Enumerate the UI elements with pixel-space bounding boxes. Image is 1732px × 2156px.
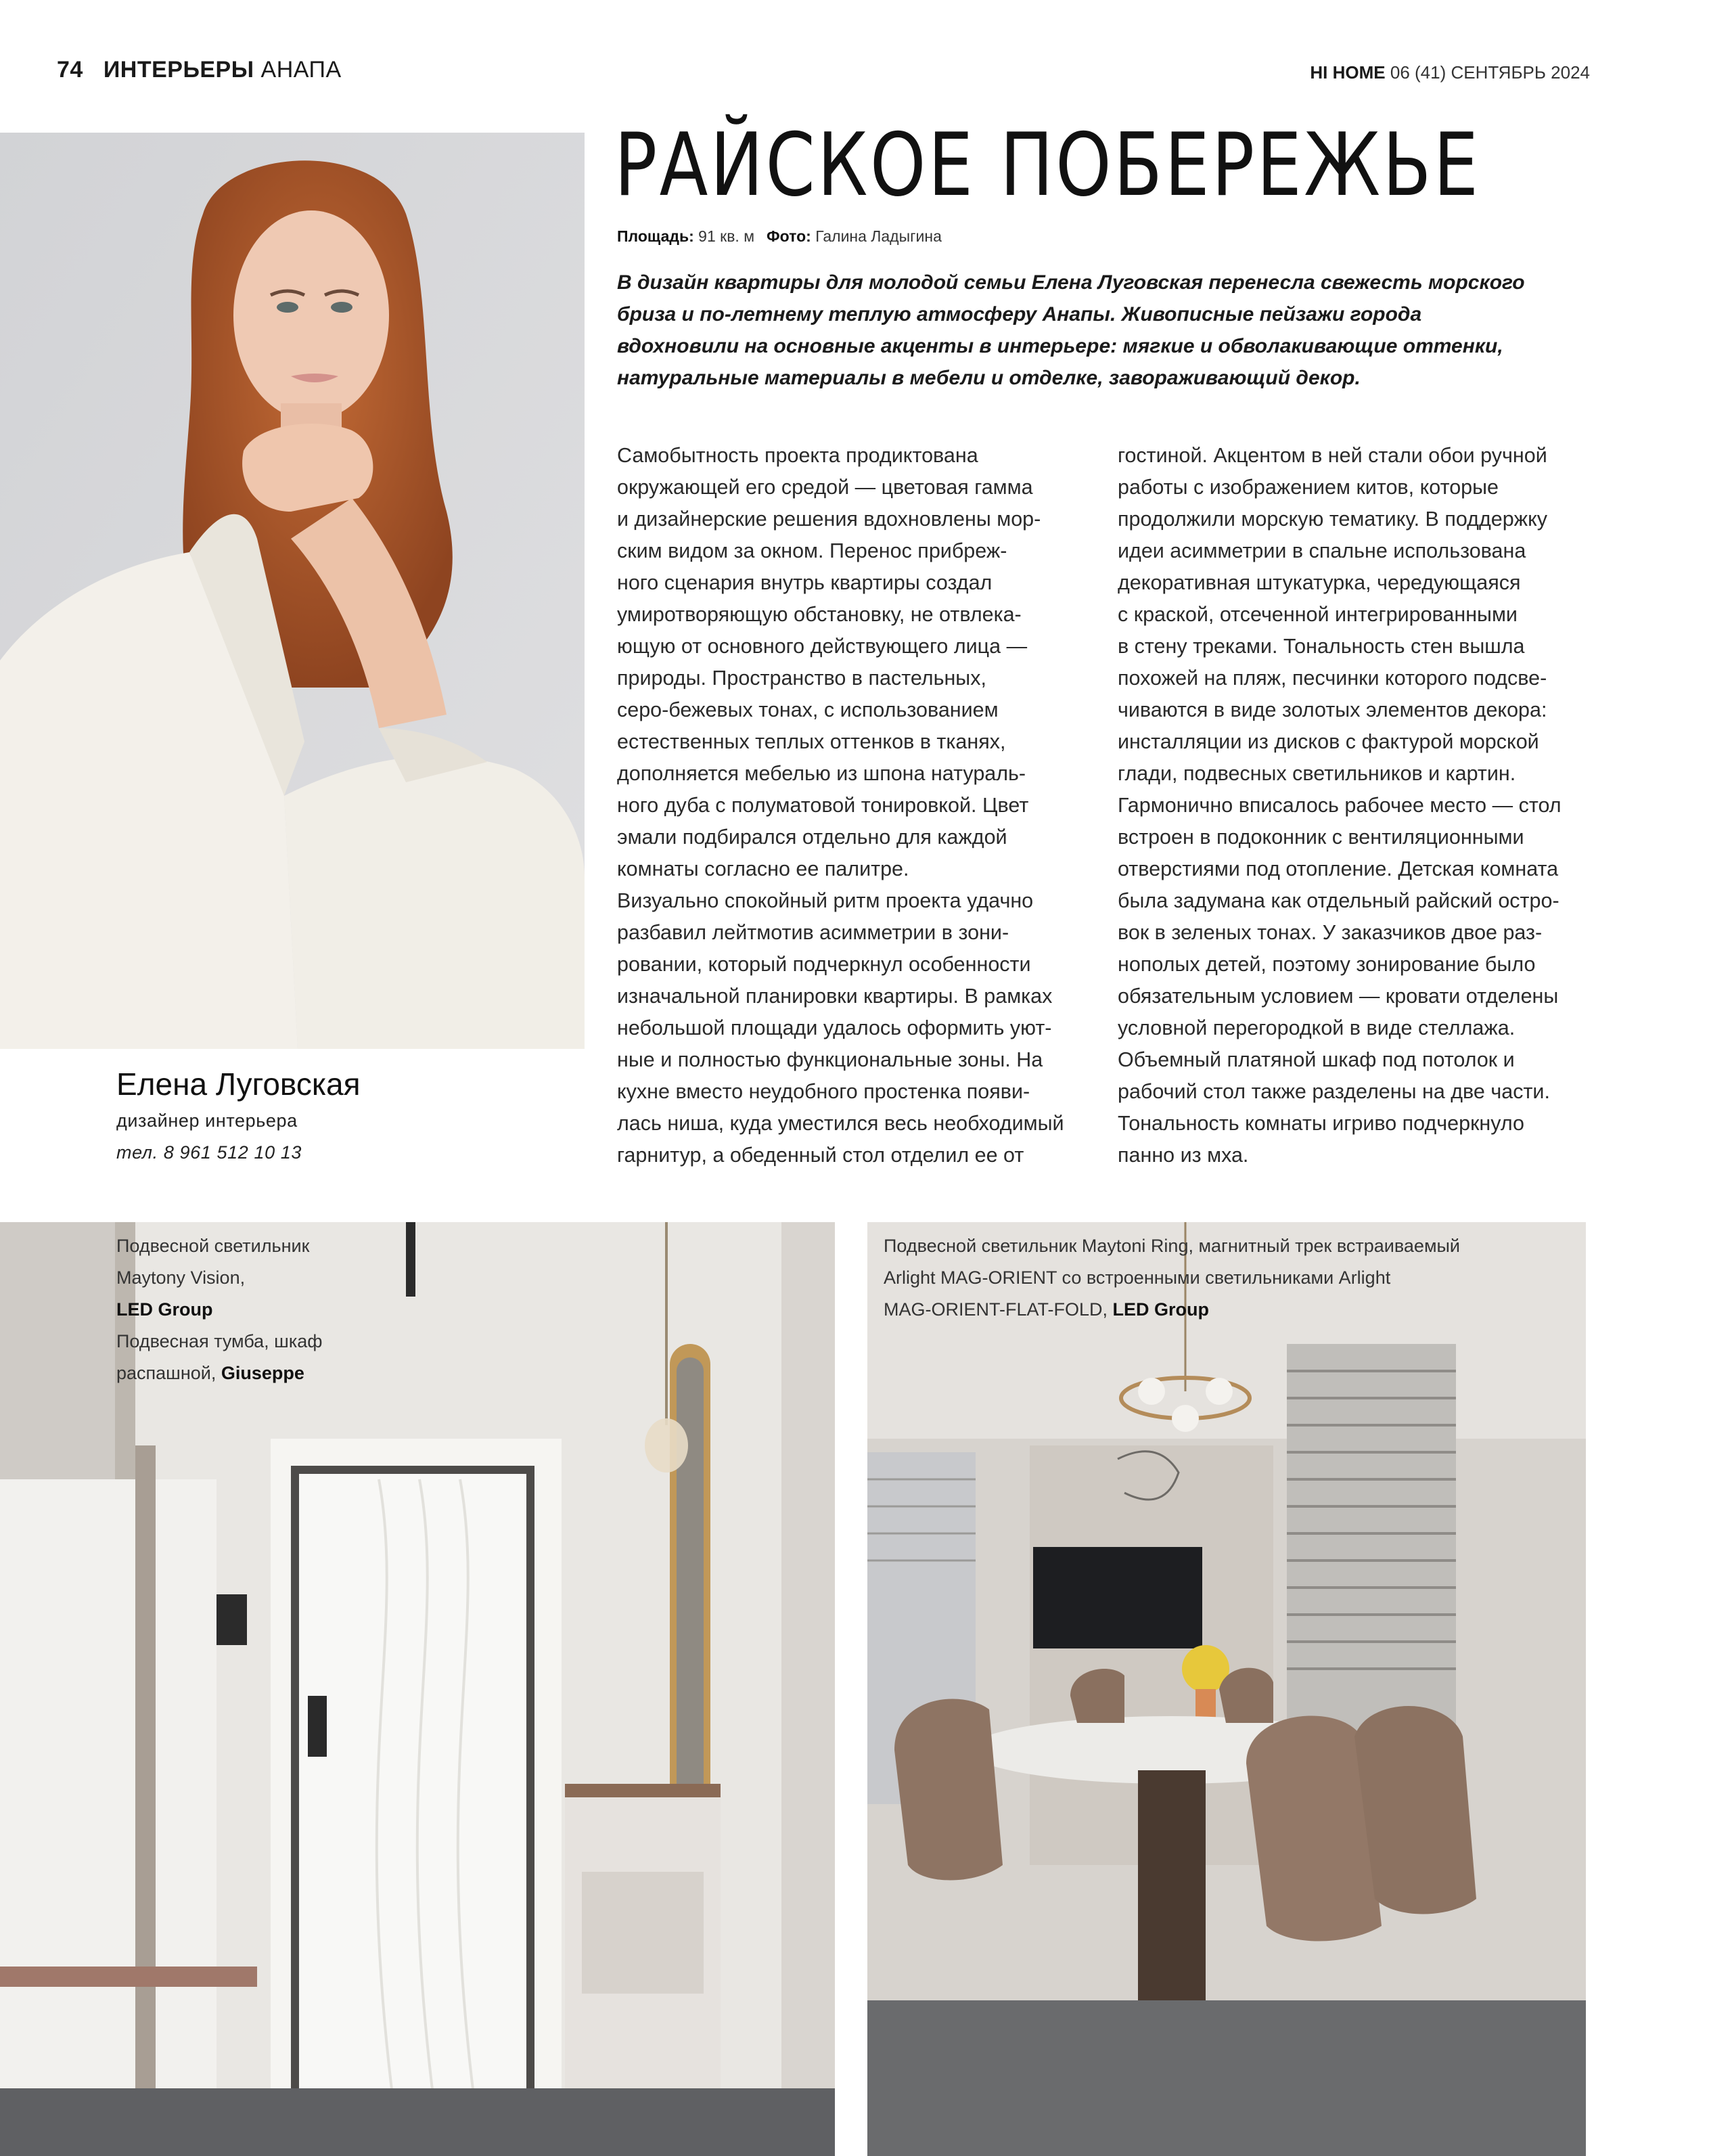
caption-line: MAG-ORIENT-FLAT-FOLD, <box>884 1299 1108 1320</box>
article-lead: В дизайн квартиры для молодой семьи Елена Луговская перенесла свежесть морского бриза и по-летнему теплую атмосферу Анапы. Живописные пейзажи города вдохновили на основные акценты в интерьере: мягкие и обволакивающие оттенки, натуральные материалы в мебели и отделке, завораживающий декор. <box>617 271 1525 389</box>
designer-phone: тел. 8 961 512 10 13 <box>116 1142 302 1163</box>
caption-brand: Giuseppe <box>221 1363 304 1383</box>
dining-room-photo <box>867 1222 1586 2156</box>
running-header-right <box>1310 62 1590 83</box>
area-value: 91 кв. м <box>698 227 755 245</box>
running-header-left <box>57 57 342 83</box>
issue-info: 06 (41) СЕНТЯБРЬ 2024 <box>1390 62 1590 83</box>
article-meta <box>617 227 942 246</box>
designer-portrait-photo <box>0 133 585 1049</box>
magazine-name: HI HOME <box>1310 62 1386 83</box>
designer-name: Елена Луговская <box>116 1066 361 1102</box>
caption-brand: LED Group <box>1112 1299 1210 1320</box>
article-column-1: Самобытность проекта продиктована окружающей его средой — цветовая гамма и дизайнерские решения вдохновлены мор- ским видом за окном. Перенос прибреж- ного сценария внутрь квартиры создал умиротворяющую обстановку, не отвлека- ющую от основного действующего лица — природы. Пространство в пастельных, серо-бежевых тонах, с использованием естественных теплых оттенков в тканях, дополняется мебелью из шпона натураль- ного дуба с полуматовой тонировкой. Цвет эмали подбирался отдельно для каждой комнаты согласно ее палитре. Визуально спокойный ритм проекта удачно разбавил лейтмотив асимметрии в зони- ровании, который подчеркнул особенности изначальной планировки квартиры. В рамках небольшой площади удалось оформить уют- ные и полностью функциональные зоны. На кухне вместо неудобного простенка появи- лась ниша, куда уместился весь необходимый гарнитур, а обеденный стол отделил ее от <box>617 444 1064 1167</box>
photo-label: Фото: <box>767 227 811 245</box>
hallway-caption <box>116 1230 401 1389</box>
caption-line: Arlight MAG-ORIENT со встроенными светильниками Arlight <box>884 1267 1391 1288</box>
section-city: АНАПА <box>260 57 342 83</box>
page-number: 74 <box>57 57 83 83</box>
article-title: РАЙСКОЕ ПОБЕРЕЖЬЕ <box>614 115 1481 216</box>
caption-line: Подвесной светильник Maytoni Ring, магнитный трек встраиваемый <box>884 1236 1461 1256</box>
caption-line: распашной, <box>116 1363 216 1383</box>
article-column-2: гостиной. Акцентом в ней стали обои ручной работы с изображением китов, которые продолжили морскую тематику. В поддержку идеи асимметрии в спальне использована декоративная штукатурка, чередующаяся с краской, отсеченной интегрированными в стену треками. Тональность стен вышла похожей на пляж, песчинки которого подсве- чиваются в виде золотых элементов декора: инсталляции из дисков с фактурой морской глади, подвесных светильников и картин. Гармонично вписалось рабочее место — стол встроен в подоконник с вентиляционными отверстиями под отопление. Детская комната была задумана как отдельный райский остро- вок в зеленых тонах. У заказчиков двое раз- нополых детей, поэтому зонирование было обязательным условием — кровати отделены условной перегородкой в виде стеллажа. Объемный платяной шкаф под потолок и рабочий стол также разделены на две части. Тональность комнаты игриво подчеркнуло панно из мха. <box>1118 444 1562 1167</box>
caption-line: Подвесной светильник <box>116 1236 310 1256</box>
area-label: Площадь: <box>617 227 694 245</box>
caption-brand: LED Group <box>116 1299 213 1320</box>
section-name: ИНТЕРЬЕРЫ <box>103 57 254 83</box>
photo-credit: Галина Ладыгина <box>815 227 942 245</box>
dining-caption <box>884 1230 1533 1326</box>
caption-line: Подвесная тумба, шкаф <box>116 1331 323 1351</box>
designer-role: дизайнер интерьера <box>116 1110 298 1131</box>
caption-line: Maytony Vision, <box>116 1267 246 1288</box>
